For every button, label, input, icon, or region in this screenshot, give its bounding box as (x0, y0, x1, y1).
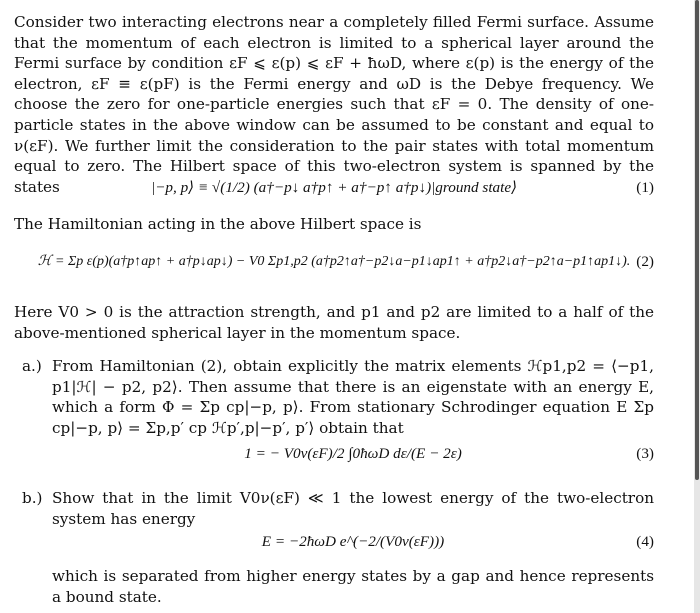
equation-3-body: 1 = − V0ν(εF)/2 ∫0ħωD dε/(E − 2ε) (244, 445, 462, 462)
vertical-scrollbar[interactable] (694, 0, 700, 613)
equation-3-number: (3) (636, 445, 654, 462)
equation-1-number: (1) (636, 179, 654, 196)
item-b-text: Show that in the limit V0ν(εF) ≪ 1 the lowest energy of the two-electron system has energy (52, 489, 654, 528)
attraction-paragraph: Here V0 > 0 is the attraction strength, and p1 and p2 are limited to a half of the above-mentioned spherical layer in the momentum space. (14, 303, 654, 342)
equation-4-body: E = −2ħωD e^(−2/(V0ν(εF))) (261, 533, 445, 550)
equation-4 (52, 522, 654, 566)
item-a-label: a.) (22, 357, 42, 375)
equation-2-body: ℋ = Σp ε(p)(a†p↑ap↑ + a†p↓ap↓) − V0 Σp1,p2 (a†p2↑a†−p2↓a−p1↓ap1↑ + a†p2↓a†−p2↑a−p1↑ap1↓). (37, 254, 631, 269)
equation-1 (14, 168, 654, 212)
item-a (22, 356, 654, 440)
item-b-label: b.) (22, 489, 43, 507)
equation-2 (14, 242, 654, 294)
equation-4-number: (4) (636, 533, 654, 550)
hamiltonian-intro: The Hamiltonian acting in the above Hilbert space is (14, 215, 422, 233)
bound-state-note (22, 566, 654, 610)
intro-paragraph: Consider two interacting electrons near a completely filled Fermi surface. Assume that the momentum of each electron is limited to a spherical layer around the Fermi surface by condition εF ⩽ ε(p) ⩽ εF + ħωD, where ε(p) is the energy of the electron, εF ≡ ε(pF) is the Fermi energy and ωD is the Debye frequency. We choose the zero for one-particle energies such that εF = 0. The density of one-particle states in the above window can be assumed to be constant and equal to ν(εF). We further limit the consideration to the pair states with total momentum equal to zero. The Hilbert space of this two-electron system is spanned by the states (14, 13, 654, 196)
item-a-text: From Hamiltonian (2), obtain explicitly the matrix elements ℋp1,p2 = ⟨−p1, p1|ℋ| − p2, p2⟩. Then assume that there is an eigenstate with an energy E, which a form Φ = Σp cp|−p, p⟩. From stationary Schrodinger equation E Σp cp|−p, p⟩ = Σp,p′ cp ℋp′,p|−p′, p′⟩ obtain that (52, 357, 654, 437)
equation-2-number: (2) (636, 253, 654, 270)
equation-1-body: |−p, p⟩ ≡ √(1/2) (a†−p↓ a†p↑ + a†−p↑ a†p↓)|ground state⟩ (150, 179, 518, 196)
scrollbar-thumb[interactable] (695, 0, 699, 480)
equation-3 (52, 434, 654, 478)
bound-state-text: which is separated from higher energy states by a gap and hence represents a bound state. (52, 567, 654, 606)
